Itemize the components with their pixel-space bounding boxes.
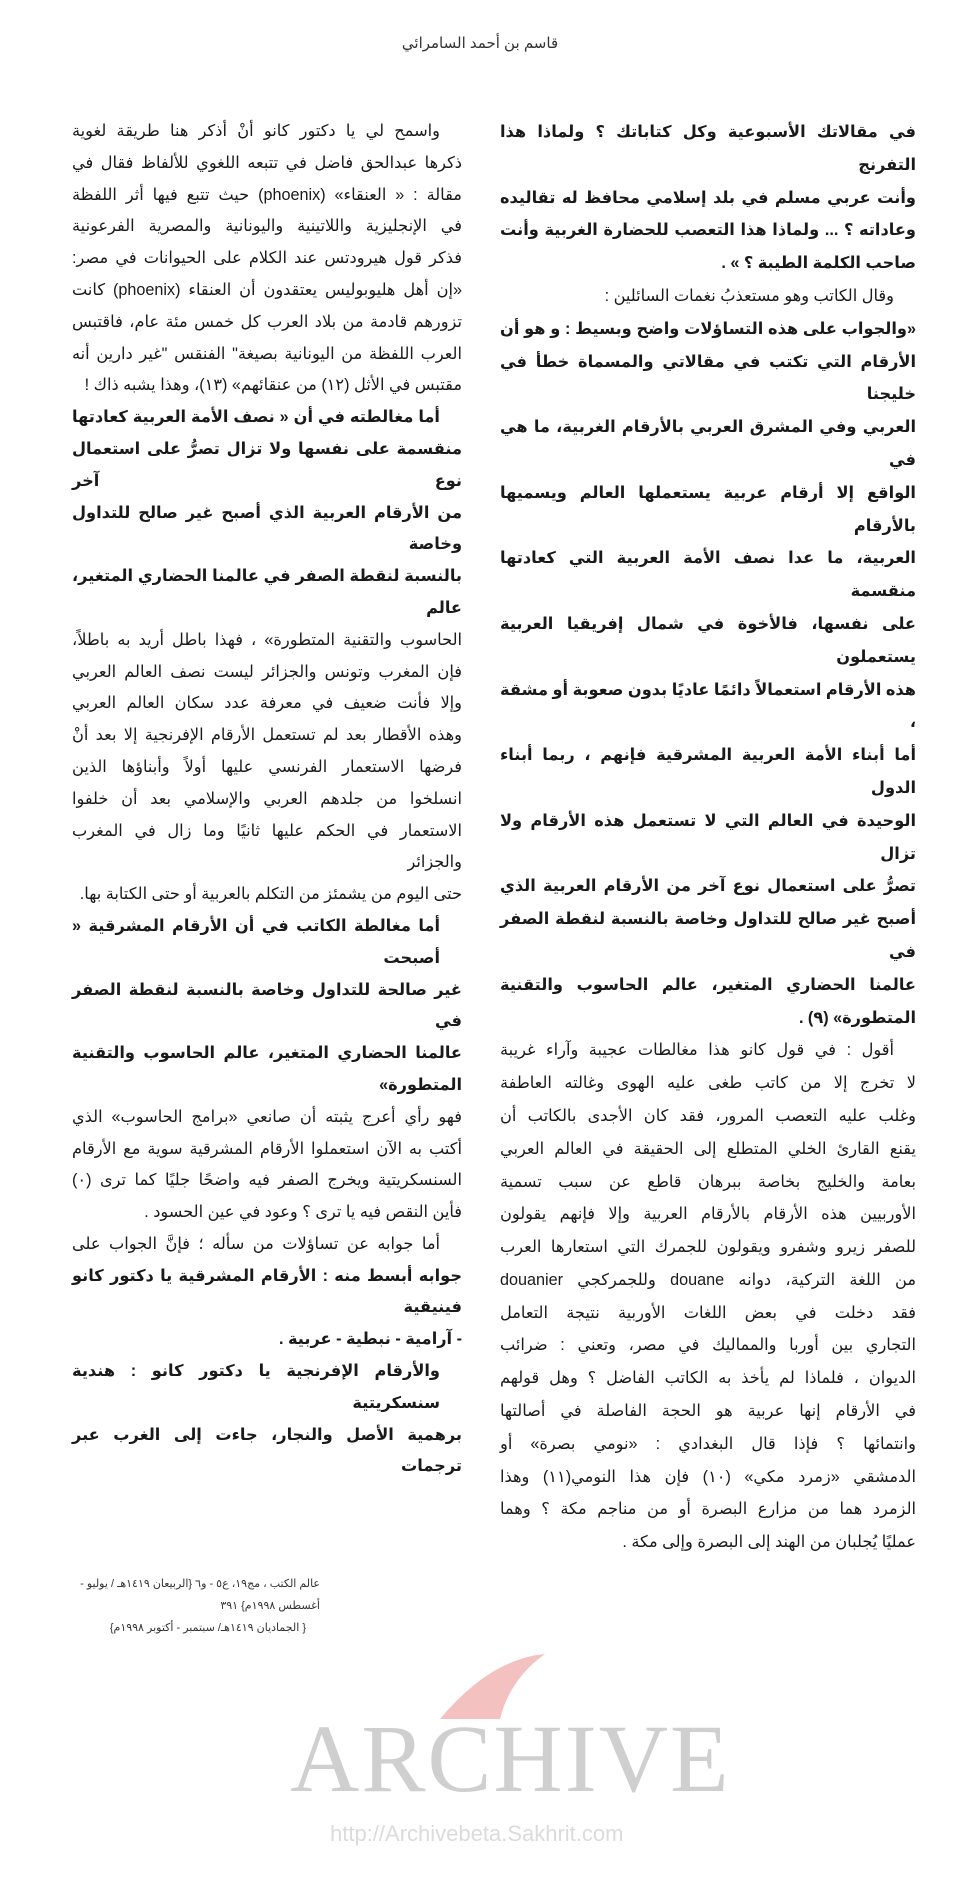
text-line: عالمنا الحضاري المتغير، عالم الحاسوب والتقنية المتطورة»	[72, 1044, 462, 1094]
text-line: - آرامية - نبطية - عربية .	[278, 1330, 462, 1349]
text-line: العرب اللفظة من اليونانية بصيغة" الفنقس "غير دارين أنه	[72, 344, 462, 363]
text-line: منقسمة على نفسها ولا تزال تصرُّ على استعمال نوع آخر	[72, 439, 462, 490]
text-line: وقال الكاتب وهو مستعذبُ نغمات السائلين :	[604, 286, 894, 305]
text-line: لا تخرج إلا من كاتب طغى عليه الهوى وغالته العاطفة	[500, 1074, 916, 1093]
text-line: فذكر قول هيرودتس عند الكلام على الحيوانات في مصر:	[72, 249, 462, 268]
text-line: حتى اليوم من يشمئز من التكلم بالعربية أو حتى الكتابة بها.	[79, 885, 462, 904]
text-line: الاستعمار في الحكم عليها ثانيًا وما زال في المغرب والجزائر	[72, 821, 462, 872]
footer-citation: عالم الكتب ، مج١٩، ع٥ - و٦ {الربيعان ١٤١٩هـ / يوليو - أغسطس ١٩٩٨م} ٣٩١	[80, 1578, 320, 1613]
text-line: «والجواب على هذه التساؤلات واضح وبسيط : و هو أن	[500, 319, 916, 338]
text-line: «إن أهل هليوبوليس يعتقدون أن العنقاء (phoenix) كانت	[72, 280, 462, 299]
text-line: بالنسبة لنقطة الصفر في عالمنا الحضاري المتغير، عالم	[72, 567, 462, 617]
text-line: يقنع القارئ الخلي المتطلع إلى الحقيقة في العالم العربي	[500, 1139, 916, 1158]
text-line: في الإنجليزية واللاتينية واليونانية والمصرية الفرعونية	[72, 217, 462, 236]
paragraph	[500, 116, 916, 280]
text-line: والأرقام الإفرنجية يا دكتور كانو : هندية سنسكريتية	[72, 1362, 440, 1412]
text-line: ذكرها عبدالحق فاضل في تتبعه اللغوي للألفاظ فقال في	[72, 153, 462, 172]
text-line: الحاسوب والتقنية المتطورة» ، فهذا باطل أريد به باطلاً،	[72, 630, 462, 649]
text-line: أما أبناء الأمة العربية المشرقية فإنهم ، ربما أبناء الدول	[500, 746, 916, 797]
text-line: وانتمائها ؟ فإذا قال البغدادي : «نومي بصرة» أو	[500, 1434, 916, 1453]
text-line: وإلا فأنت ضعيف في معرفة عدد سكان العالم العربي	[72, 694, 462, 713]
text-line: أما مغالطته في أن « نصف الأمة العربية كعادتها	[72, 408, 440, 427]
text-line: وهذه الأقطار بعد لم تستعمل الأرقام الإفرنجية إلا بعد أنْ	[72, 726, 462, 745]
text-line: فأين النقص فيه يا ترى ؟ وعود في عين الحسود .	[144, 1203, 462, 1222]
text-line: من اللغة التركية، دوانه douane وللجمركجي douanier	[500, 1270, 916, 1289]
text-line: برهمية الأصل والنجار، جاءت إلى الغرب عبر ترجمات	[72, 1425, 462, 1476]
paragraph	[72, 1356, 462, 1483]
page-footer	[60, 1573, 320, 1639]
article-body	[0, 74, 960, 1559]
text-line: صاحب الكلمة الطيبة ؟ » .	[721, 254, 916, 273]
text-line: جوابه أبسط منه : الأرقام المشرقية يا دكتور كانو فينيقية	[72, 1266, 462, 1317]
text-line: فإن المغرب وتونس والجزائر ليست نصف العالم العربي	[72, 662, 462, 681]
paragraph	[500, 313, 916, 1035]
running-header-author: قاسم بن أحمد السامرائي	[401, 35, 559, 52]
text-line: وغلب عليه التعصب المرور، فقد كان الأجدى بالكاتب أن	[500, 1106, 916, 1125]
text-line: الأوربيين هذه الأرقام بالأرقام العربية وإلا فإنهم يقولون	[500, 1205, 916, 1224]
text-line: الدمشقي «زمرد مكي» (١٠) فإن هذا النومي(١١) وهذا	[500, 1467, 916, 1486]
paragraph	[72, 402, 462, 911]
watermark-url: http://Archivebeta.Sakhrit.com	[330, 1821, 624, 1847]
text-line: واسمح لي يا دكتور كانو أنْ أذكر هنا طريقة لغوية	[72, 122, 440, 140]
paragraph	[72, 911, 462, 1229]
text-line: عمليًا يُجلبان من الهند إلى البصرة وإلى مكة .	[622, 1533, 916, 1552]
paragraph	[72, 116, 462, 402]
text-line: الزمرد هما من مزارع البصرة أو من مناجم مكة ؟ وهما	[500, 1500, 916, 1519]
text-line: غير صالحة للتداول وخاصة بالنسبة لنقطة الصفر في	[72, 980, 462, 1031]
text-line: مقالة : « العنقاء» (phoenix) حيث تتبع فيها أثر اللفظة	[72, 185, 462, 204]
left-text-column	[72, 116, 462, 1559]
text-line: على نفسها، فالأخوة في شمال إفريقيا العربية يستعملون	[500, 614, 916, 666]
footer-citation-dates: { الجماديان ١٤١٩هـ/ سبتمبر - أكتوبر ١٩٩٨م}	[109, 1622, 306, 1635]
text-line: العربية، ما عدا نصف الأمة العربية التي كعادتها منقسمة	[500, 549, 916, 601]
text-line: للصفر زيرو وشفرو ويقولون للجمرك التي استعارها العرب	[500, 1238, 916, 1257]
text-line: انسلخوا من جلدهم العربي والإسلامي بعد أن خلفوا	[72, 789, 462, 808]
watermark-logo-text: ARCHIVE	[290, 1705, 731, 1813]
text-line: فرضها الاستعمار الفرنسي عليها أولاً وأبناؤها الذين	[72, 757, 462, 776]
text-line: بعامة والخليج بخاصة ببرهان قاطع عن سبب تسمية	[500, 1172, 916, 1191]
page-bottom	[0, 1559, 960, 1639]
text-line: العربي وفي المشرق العربي بالأرقام الغربية، ما هي في	[500, 418, 916, 469]
text-line: في الأرقام إنها عربية هو الحجة الفاصلة في أصالتها	[500, 1402, 916, 1421]
text-line: وأنت عربي مسلم في بلد إسلامي محافظ له تقاليده	[500, 188, 916, 207]
paragraph	[500, 280, 916, 313]
text-line: الواقع إلا أرقام عربية يستعملها العالم ويسميها بالأرقام	[500, 483, 916, 535]
text-line: تصرُّ على استعمال نوع آخر من الأرقام العربية الذي	[500, 877, 916, 896]
text-line: الأرقام التي تكتب في مقالاتي والمسماة خطأ في خليجنا	[500, 352, 916, 404]
text-line: التجاري بين أوربا والمماليك في مصر، وتعني : ضرائب	[500, 1336, 916, 1355]
text-line: مقتبس في الأثل (١٢) من عنقائهم» (١٣)، وهذا يشبه ذاك !	[84, 376, 462, 395]
paragraph	[72, 1229, 462, 1356]
text-line: أما مغالطة الكاتب في أن الأرقام المشرقية « أصبحت	[72, 916, 440, 967]
text-line: عالمنا الحضاري المتغير، عالم الحاسوب والتقنية المتطورة» (٩) .	[500, 975, 916, 1027]
text-line: وعاداته ؟ ... ولماذا هذا التعصب للحضارة الغربية وأنت	[500, 221, 916, 240]
text-line: أكتب به الآن استعملوا الأرقام المشرقية سوية مع الأرقام	[72, 1139, 462, 1158]
right-text-column	[500, 116, 916, 1559]
text-line: أقول : في قول كانو هذا مغالطات عجيبة وآراء غريبة	[500, 1041, 894, 1060]
text-line: الوحيدة في العالم التي لا تستعمل هذه الأرقام ولا تزال	[500, 811, 916, 863]
text-line: أما جوابه عن تساؤلات من سأله ؛ فإنَّ الجواب على	[72, 1234, 440, 1253]
text-line: تزورهم قادمة من بلاد العرب كل خمس مئة عام، فاقتبس	[72, 312, 462, 331]
text-line: الديوان ، فلماذا لم يأخذ به الكاتب الفاضل ؟ وهل قولهم	[500, 1369, 916, 1388]
paragraph	[500, 1034, 916, 1559]
text-line: أصبح غير صالح للتداول وخاصة بالنسبة لنقطة الصفر في	[500, 910, 916, 961]
wing-logo-icon	[430, 1649, 550, 1729]
text-line: السنسكريتية ويخرج الصفر فيه واضحًا جليًا كما ترى (٠)	[72, 1171, 462, 1190]
text-line: في مقالاتك الأسبوعية وكل كتاباتك ؟ ولماذا هذا التفرنج	[500, 123, 916, 174]
archive-watermark	[280, 1649, 731, 1879]
text-line: فهو رأي أعرج يثبته أن صانعي «برامج الحاسوب» الذي	[72, 1107, 462, 1126]
text-line: هذه الأرقام استعمالاً دائمًا عاديًا بدون صعوبة أو مشقة ،	[500, 680, 916, 732]
text-line: من الأرقام العربية الذي أصبح غير صالح للتداول وخاصة	[72, 503, 462, 554]
text-line: فقد دخلت في بعض اللغات الأوربية نتيجة التعامل	[500, 1303, 916, 1322]
